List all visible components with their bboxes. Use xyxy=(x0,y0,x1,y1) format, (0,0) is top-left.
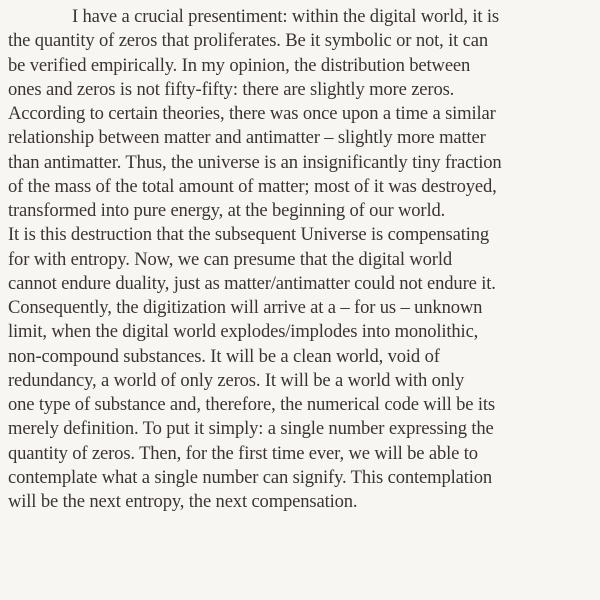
text-line-18: merely definition. To put it simply: a single number expressing the xyxy=(8,418,494,440)
text-line-17: one type of substance and, therefore, the numerical code will be its xyxy=(8,394,496,415)
text-line-15: non-compound substances. It will be a clean world, void of xyxy=(8,345,440,367)
text-line-20: contemplate what a single number can signify. This contemplation xyxy=(8,466,493,488)
text-line-1: I have a crucial presentiment: within the digital world, it is xyxy=(72,6,500,27)
paragraph xyxy=(8,5,582,514)
text-line-7: than antimatter. Thus, the universe is an insignificantly tiny fraction xyxy=(8,151,502,173)
text-line-3: be verified empirically. In my opinion, the distribution between xyxy=(8,54,471,76)
text-line-10: It is this destruction that the subsequent Universe is compensating xyxy=(8,224,490,246)
text-line-14: limit, when the digital world explodes/implodes into monolithic, xyxy=(8,321,479,343)
text-line-5: According to certain theories, there was once upon a time a similar xyxy=(8,103,496,124)
text-line-12: cannot endure duality, just as matter/antimatter could not endure it. xyxy=(8,272,496,294)
text-line-11: for with entropy. Now, we can presume that the digital world xyxy=(8,248,453,270)
text-line-4: ones and zeros is not fifty-fifty: there are slightly more zeros. xyxy=(8,78,455,100)
text-line-21: will be the next entropy, the next compensation. xyxy=(8,491,358,512)
text-line-2: the quantity of zeros that proliferates. Be it symbolic or not, it can xyxy=(8,30,489,52)
text-line-19: quantity of zeros. Then, for the first time ever, we will be able to xyxy=(8,442,478,464)
text-line-13: Consequently, the digitization will arrive at a – for us – unknown xyxy=(8,297,483,318)
text-line-9: transformed into pure energy, at the beginning of our world. xyxy=(8,200,446,221)
text-line-6: relationship between matter and antimatter – slightly more matter xyxy=(8,127,486,149)
text-line-8: of the mass of the total amount of matter; most of it was destroyed, xyxy=(8,175,497,197)
text-line-16: redundancy, a world of only zeros. It will be a world with only xyxy=(8,369,465,391)
